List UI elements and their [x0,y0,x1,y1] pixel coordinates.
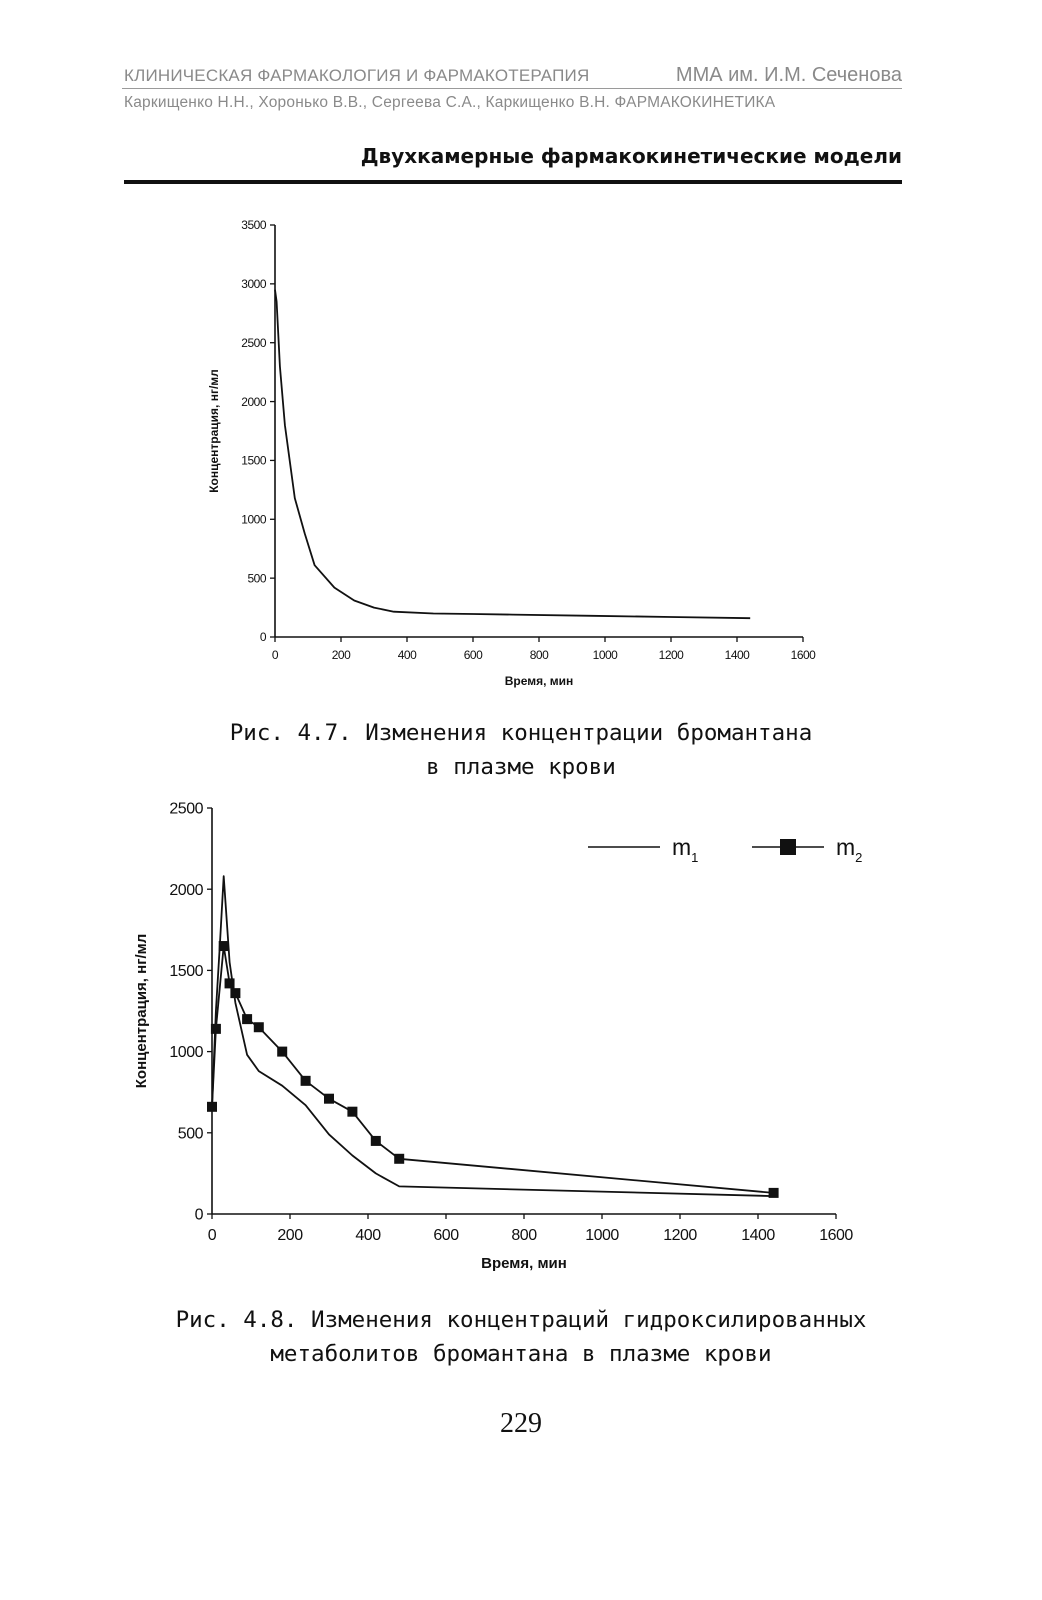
figure-4-8-caption [0,1303,1042,1371]
x-axis-label: Время, мин [481,1255,567,1272]
y-tick-label: 1000 [241,512,266,527]
y-tick-label: 1500 [169,963,203,980]
authors-line: Каркищенко Н.Н., Хоронько В.В., Сергеева С.А., Каркищенко В.Н. ФАРМАКОКИНЕТИКА [124,94,776,111]
data-point-m2 [769,1188,779,1198]
x-tick-label: 400 [397,648,417,662]
x-tick-label: 800 [529,648,549,662]
y-tick-label: 0 [259,630,266,645]
data-point-m2 [225,978,235,988]
data-point-m2 [324,1094,334,1104]
section-title: Двухкамерные фармакокинетические модели [360,144,902,168]
legend-label-m2: $m_2$ [836,834,863,865]
x-tick-label: 800 [511,1227,537,1244]
x-axis-label: Время, мин [504,674,574,688]
data-point-m2 [301,1076,311,1086]
y-tick-label: 1500 [241,453,266,468]
y-tick-label: 1000 [169,1044,203,1062]
caption-line: метаболитов бромантана в плазме крови [270,1341,772,1367]
y-tick-label: 500 [177,1125,203,1143]
data-point-m2 [277,1047,287,1057]
course-title: КЛИНИЧЕСКАЯ ФАРМАКОЛОГИЯ И ФАРМАКОТЕРАПИЯ [124,66,590,85]
y-axis-label: Концентрация, нг/мл [207,369,221,493]
y-tick-label: 3500 [241,218,266,233]
y-tick-label: 500 [247,571,266,586]
x-tick-label: 1000 [592,648,618,662]
page-number: 229 [500,1408,542,1439]
x-tick-label: 1200 [658,648,684,662]
y-tick-label: 0 [194,1206,203,1224]
series-line-m2 [212,946,774,1193]
data-point-m2 [211,1024,221,1034]
series-line-m1 [212,876,774,1196]
y-tick-label: 2500 [169,800,203,818]
x-tick-label: 600 [463,648,483,662]
x-tick-label: 0 [271,648,279,662]
data-point-m2 [254,1022,264,1032]
data-point-m2 [394,1154,404,1164]
x-tick-label: 1200 [663,1227,697,1244]
institution-name: ММА им. И.М. Сеченова [675,64,902,86]
x-tick-label: 600 [433,1227,459,1244]
legend-marker-m2 [780,839,796,855]
y-tick-label: 2000 [169,881,203,899]
data-point-m2 [219,941,229,951]
x-tick-label: 1600 [819,1227,853,1244]
x-tick-label: 1000 [585,1227,619,1244]
x-tick-label: 0 [207,1227,217,1244]
x-tick-label: 1600 [790,648,816,662]
x-tick-label: 200 [277,1227,303,1244]
data-point-m2 [347,1107,357,1117]
caption-line: Рис. 4.7. Изменения концентрации бромантана [229,720,813,746]
data-point-m2 [371,1136,381,1146]
y-tick-label: 2000 [241,394,266,409]
caption-line: в плазме крови [426,754,616,780]
y-axis-label: Концентрация, нг/мл [133,933,150,1089]
data-point-m2 [230,988,240,998]
x-tick-label: 1400 [724,648,750,662]
data-point-m2 [242,1014,252,1024]
x-tick-label: 1400 [741,1227,775,1244]
x-tick-label: 200 [331,648,351,662]
x-tick-label: 400 [355,1227,381,1244]
legend-label-m1: $m_1$ [672,834,699,865]
caption-line: Рис. 4.8. Изменения концентраций гидроксилированных [175,1307,867,1333]
data-point-m2 [207,1102,217,1112]
y-tick-label: 2500 [241,335,266,350]
y-tick-label: 3000 [241,277,266,292]
